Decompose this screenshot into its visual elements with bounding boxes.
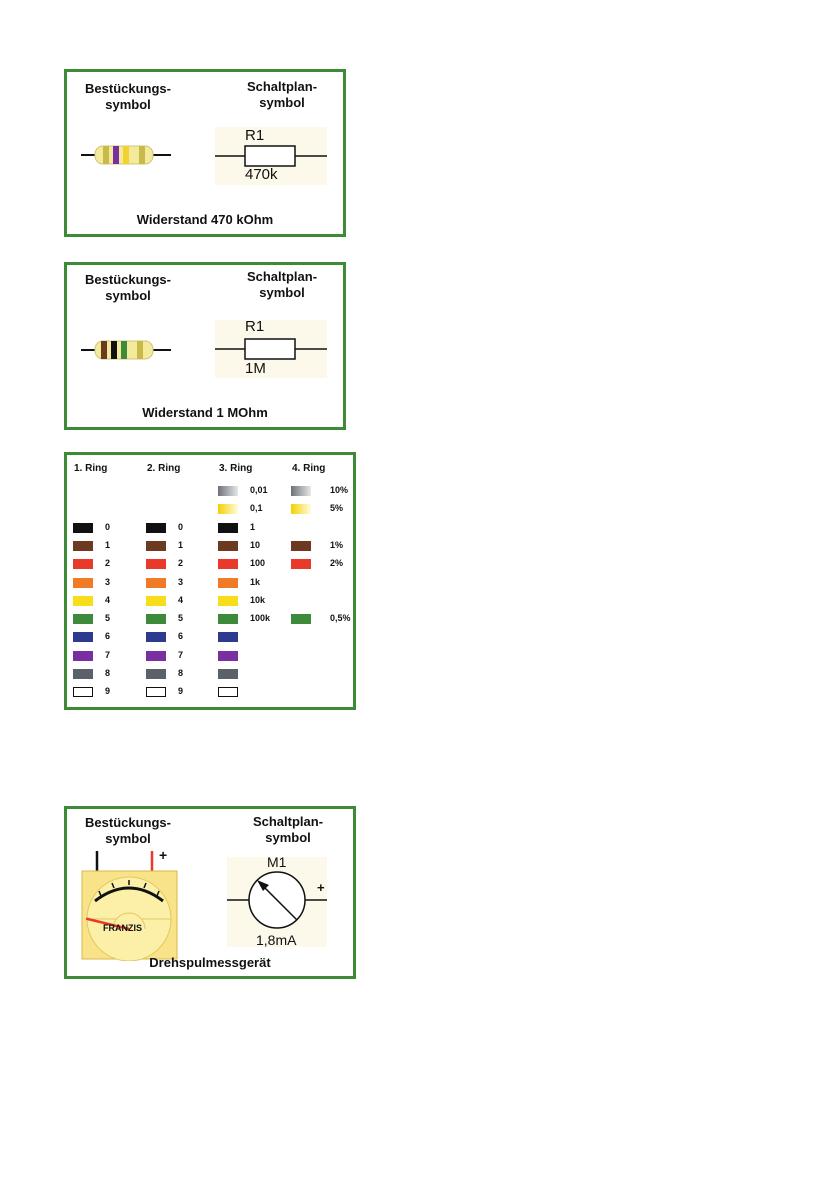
ring3-value-row11-swatch bbox=[218, 687, 238, 697]
resistor-1M-panel bbox=[64, 262, 346, 430]
schematic-ref-label: R1 bbox=[245, 127, 265, 144]
ring1-header: 1. Ring bbox=[74, 463, 108, 474]
ring3-value-0,01-label: 0,01 bbox=[250, 485, 268, 495]
ring1-value-5-label: 5 bbox=[105, 613, 111, 624]
resistor-band-1 bbox=[103, 146, 109, 164]
ring3-value-row8-swatch bbox=[218, 632, 238, 642]
schematic-value-label: 1,8mA bbox=[256, 932, 297, 948]
placement-symbol-header: Bestückungs- symbol bbox=[85, 81, 171, 112]
ring1-value-4-label: 4 bbox=[105, 594, 111, 605]
ring4-value-10%-label: 10% bbox=[330, 485, 349, 495]
ring2-value-6-label: 6 bbox=[178, 631, 184, 642]
ring1-value-3-label: 3 bbox=[105, 576, 111, 587]
meter-plus-label: + bbox=[159, 847, 168, 863]
ring3-value-1k-label: 1k bbox=[250, 576, 261, 587]
ring2-value-2-label: 2 bbox=[178, 558, 184, 569]
ring4-value-0,5%-swatch bbox=[291, 614, 311, 624]
resistor-placement-symbol bbox=[81, 142, 171, 168]
resistor-470k-panel bbox=[64, 69, 346, 237]
ring1-value-2-label: 2 bbox=[105, 558, 111, 569]
ring2-value-5-label: 5 bbox=[178, 613, 184, 624]
ring3-value-row10-swatch bbox=[218, 669, 238, 679]
ring1-value-3-swatch bbox=[73, 578, 93, 588]
ring2-value-1-label: 1 bbox=[178, 539, 184, 550]
ring2-value-8-swatch bbox=[146, 669, 166, 679]
ring1-value-8-swatch bbox=[73, 669, 93, 679]
ring2-value-5-swatch bbox=[146, 614, 166, 624]
ring1-value-7-swatch bbox=[73, 651, 93, 661]
ring1-value-1-label: 1 bbox=[105, 539, 111, 550]
ring2-value-3-label: 3 bbox=[178, 576, 184, 587]
ring2-value-6-swatch bbox=[146, 632, 166, 642]
schematic-ref-label: R1 bbox=[245, 318, 265, 335]
ring2-value-8-label: 8 bbox=[178, 668, 184, 678]
ring3-value-100-label: 100 bbox=[250, 558, 266, 569]
resistor-band-4 bbox=[137, 341, 143, 359]
schematic-ref-label: M1 bbox=[267, 854, 287, 870]
moving-coil-meter-panel bbox=[64, 806, 356, 979]
resistor-band-3 bbox=[121, 341, 127, 359]
resistor-band-1 bbox=[101, 341, 107, 359]
ring4-value-5%-label: 5% bbox=[330, 503, 344, 514]
ring1-value-6-swatch bbox=[73, 632, 93, 642]
ring3-value-0,1-swatch bbox=[218, 504, 238, 514]
ring4-value-1%-swatch bbox=[291, 541, 311, 551]
ring3-value-100k-label: 100k bbox=[250, 613, 271, 624]
meter-brand-label: FRANZIS bbox=[103, 923, 142, 933]
ring1-value-5-swatch bbox=[73, 614, 93, 624]
ring3-value-row9-swatch bbox=[218, 651, 238, 661]
ring3-value-10k-swatch bbox=[218, 596, 238, 606]
ring1-value-1-swatch bbox=[73, 541, 93, 551]
ring3-value-1k-swatch bbox=[218, 578, 238, 588]
ring4-value-10%-swatch bbox=[291, 486, 311, 496]
ring3-value-100k-swatch bbox=[218, 614, 238, 624]
resistor-band-4 bbox=[139, 146, 145, 164]
ring4-value-2%-label: 2% bbox=[330, 558, 344, 569]
panel-caption: Widerstand 470 kOhm bbox=[136, 212, 274, 227]
ring2-value-9-swatch bbox=[146, 687, 166, 697]
meter-placement-symbol bbox=[81, 847, 181, 961]
ring1-value-9-label: 9 bbox=[105, 686, 111, 697]
ring2-header: 2. Ring bbox=[147, 463, 181, 474]
resistor-schematic-symbol bbox=[215, 320, 327, 378]
ring3-value-1-swatch bbox=[218, 523, 238, 533]
schematic-plus-label: + bbox=[317, 880, 325, 895]
ring1-value-9-swatch bbox=[73, 687, 93, 697]
ring1-value-6-label: 6 bbox=[105, 631, 111, 642]
ring1-value-0-swatch bbox=[73, 523, 93, 533]
ring3-value-0,1-label: 0,1 bbox=[250, 503, 263, 514]
ring2-value-3-swatch bbox=[146, 578, 166, 588]
ring3-value-10k-label: 10k bbox=[250, 594, 266, 605]
ring2-value-0-swatch bbox=[146, 523, 166, 533]
schematic-symbol-header: Schaltplan- symbol bbox=[246, 269, 318, 300]
ring2-value-1-swatch bbox=[146, 541, 166, 551]
ring1-value-4-swatch bbox=[73, 596, 93, 606]
ring2-value-7-label: 7 bbox=[178, 649, 184, 660]
ring3-value-10-label: 10 bbox=[250, 539, 261, 550]
ring2-value-0-label: 0 bbox=[178, 521, 184, 532]
ring4-value-2%-swatch bbox=[291, 559, 311, 569]
schematic-value-label: 470k bbox=[245, 166, 278, 183]
schematic-value-label: 1M bbox=[245, 360, 266, 377]
ring2-value-4-swatch bbox=[146, 596, 166, 606]
color-code-table bbox=[64, 452, 356, 710]
resistor-band-2 bbox=[113, 146, 119, 164]
ring2-value-7-swatch bbox=[146, 651, 166, 661]
ring2-value-9-label: 9 bbox=[178, 686, 184, 697]
panel-caption: Widerstand 1 MOhm bbox=[142, 405, 268, 420]
schematic-symbol-header: Schaltplan- symbol bbox=[252, 814, 324, 845]
ring2-value-4-label: 4 bbox=[178, 594, 184, 605]
ring1-value-7-label: 7 bbox=[105, 649, 111, 660]
resistor-placement-symbol bbox=[81, 337, 171, 363]
ring3-value-100-swatch bbox=[218, 559, 238, 569]
resistor-band-2 bbox=[111, 341, 117, 359]
ring4-value-5%-swatch bbox=[291, 504, 311, 514]
placement-symbol-header: Bestückungs- symbol bbox=[85, 272, 171, 303]
placement-symbol-header: Bestückungs- symbol bbox=[85, 815, 171, 846]
ring4-value-1%-label: 1% bbox=[330, 539, 344, 550]
ring4-header: 4. Ring bbox=[292, 463, 326, 474]
ring3-value-0,01-swatch bbox=[218, 486, 238, 496]
ring3-value-1-label: 1 bbox=[250, 521, 256, 532]
ring2-value-2-swatch bbox=[146, 559, 166, 569]
ring3-value-10-swatch bbox=[218, 541, 238, 551]
ring1-value-8-label: 8 bbox=[105, 668, 111, 678]
panel-caption: Drehspulmessgerät bbox=[149, 955, 271, 970]
ring1-value-0-label: 0 bbox=[105, 521, 111, 532]
ring1-value-2-swatch bbox=[73, 559, 93, 569]
ring4-value-0,5%-label: 0,5% bbox=[330, 613, 351, 624]
resistor-band-3 bbox=[123, 146, 129, 164]
schematic-symbol-header: Schaltplan- symbol bbox=[246, 79, 318, 110]
ring3-header: 3. Ring bbox=[219, 463, 253, 474]
